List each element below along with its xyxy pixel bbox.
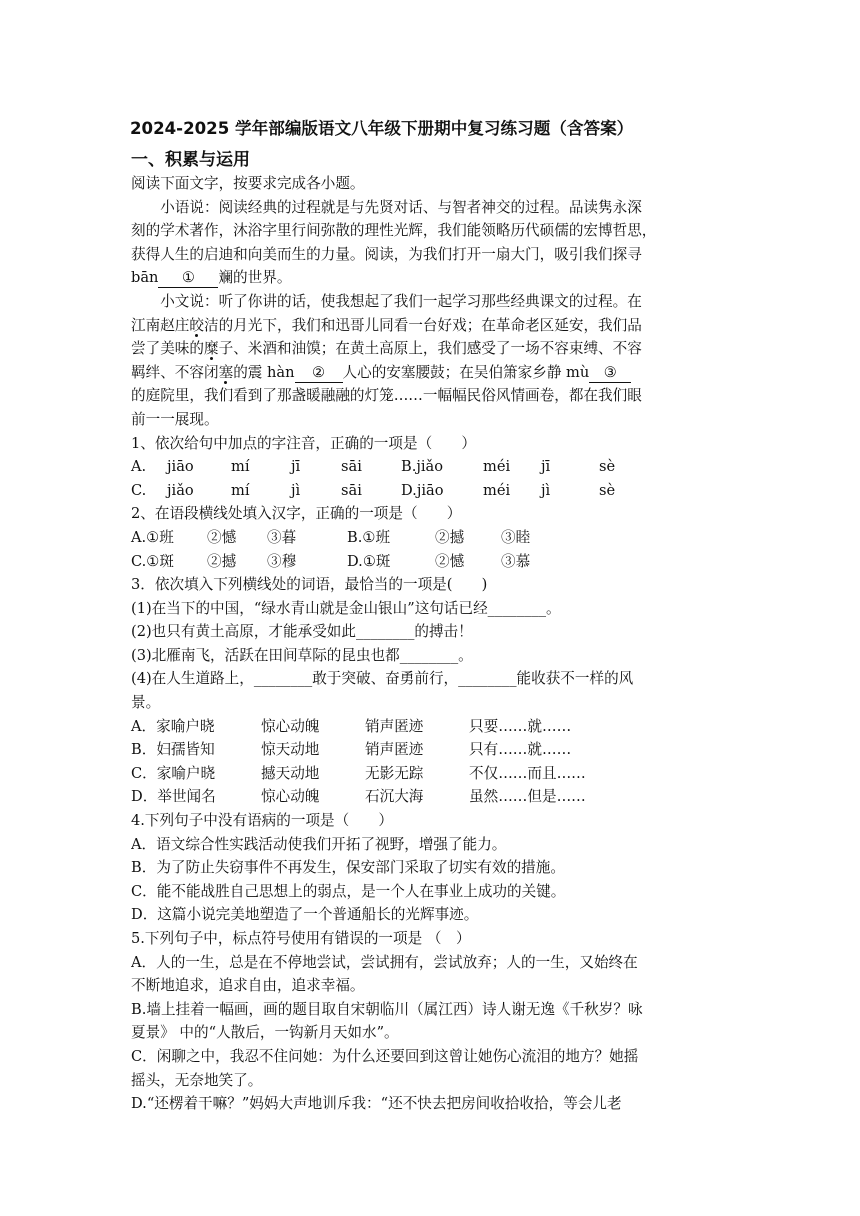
passage-line (131, 337, 731, 361)
question-sentence: (4)在人生道路上，________敢于突破、奋勇前行，________能收获不一样的风 (131, 670, 634, 688)
question-5 (131, 927, 731, 1116)
option-cell: A．家喻户晓 (131, 717, 215, 735)
option-cell: 惊心动魄 (261, 717, 320, 735)
passage-line (131, 266, 731, 290)
option-cell: D.①斑 (347, 552, 391, 570)
question-stem: 5.下列句子中，标点符号使用有错误的一项是 （ ） (131, 930, 471, 947)
option-letter: A. (131, 458, 147, 476)
pinyin-cell: D.jiāo (401, 481, 444, 499)
pinyin-cell: jī (541, 458, 551, 476)
section-heading: 一、积累与运用 (131, 150, 250, 170)
option-letter: C. (131, 481, 147, 499)
option-row (131, 762, 731, 786)
option-cell: 不仅……而且…… (469, 764, 586, 782)
pinyin-cell: jì (541, 481, 551, 499)
option-cell: 销声匿迹 (365, 741, 424, 759)
question-sentence: (2)也只有黄土高原，才能承受如此________的搏击！ (131, 623, 473, 641)
question-sentence: (1)在当下的中国，“绿水青山就是金山银山”这句话已经________。 (131, 599, 561, 617)
pinyin-cell: mí (231, 481, 250, 499)
pinyin-cell: jì (291, 481, 301, 499)
option-c: C．能不能战胜自己思想上的弱点，是一个人在事业上成功的关键。 (131, 882, 566, 900)
option-cell: 只有……就…… (469, 741, 572, 759)
option-cell: 惊心动魄 (261, 788, 320, 806)
passage-line (131, 314, 731, 338)
option-b: B．为了防止失窃事件不再发生，保安部门采取了切实有效的措施。 (131, 859, 565, 877)
passage-line: 小文说：听了你讲的话，使我想起了我们一起学习那些经典课文的过程。在 (160, 292, 642, 310)
option-cell: C.①斑 (131, 552, 174, 570)
passage-text: 羁绊、不容闭 (131, 363, 219, 381)
dotted-char: 塞 (218, 363, 234, 381)
option-cell: ③睦 (501, 528, 531, 546)
question-3 (131, 573, 731, 809)
option-row (131, 785, 731, 809)
passage-line (131, 361, 731, 385)
option-cell: ②撼 (207, 552, 237, 570)
document-content (131, 112, 731, 1116)
option-cell: ③暮 (267, 528, 297, 546)
option-d-line: D.“还楞着干嘛？”妈妈大声地训斥我：“还不快去把房间收拾收拾，等会儿老 (131, 1095, 622, 1113)
option-c-line: 摇头，无奈地笑了。 (131, 1071, 263, 1089)
question-stem: 2、在语段横线处填入汉字，正确的一项是（ ） (131, 505, 462, 523)
option-cell: 无影无踪 (365, 764, 424, 782)
question-stem: 1、依次给句中加点的字注音，正确的一项是（ ） (131, 434, 476, 452)
option-b-line: 夏景》 中的“人散后，一钩新月天如水”。 (131, 1024, 399, 1042)
dotted-char: 皎 (189, 316, 204, 334)
pinyin-cell: jiǎo (167, 481, 194, 499)
passage-text: 洁的月光下，我们和迅哥儿同看一台好戏；在革命老区延安，我们品 (204, 316, 642, 334)
passage-text: 子、米酒和油馍；在黄土高原上，我们感受了一场不容束缚、不容 (218, 340, 642, 358)
pinyin-cell: sè (599, 481, 616, 499)
option-c-line: C．闲聊之中，我忍不住问她：为什么还要回到这曾让她伤心流泪的地方？她摇 (131, 1047, 639, 1065)
option-row (131, 550, 731, 574)
question-stem: 4.下列句子中没有语病的一项是（ ） (131, 812, 394, 830)
option-cell: A.①班 (131, 528, 174, 546)
question-1 (131, 432, 731, 503)
option-row (131, 526, 731, 550)
question-sentence: (3)北雁南飞，活跃在田间草际的昆虫也都________。 (131, 646, 473, 664)
passage-line: 刻的学术著作，沐浴字里行间弥散的理性光辉，我们能领略历代硕儒的宏博哲思， (131, 222, 657, 240)
option-row (131, 715, 731, 739)
option-cell: ③慕 (501, 552, 531, 570)
option-cell: 惊天动地 (261, 741, 320, 759)
fill-blank-3: ③ (589, 364, 631, 383)
question-sentence: 景。 (131, 694, 161, 712)
pinyin-cell: B.jiǎo (401, 458, 444, 476)
option-cell: 石沉大海 (365, 788, 424, 806)
passage-text: 斓的世界。 (218, 269, 292, 287)
pinyin-cell: sè (599, 458, 616, 476)
option-a-line: 不断地追求，追求自由，追求幸福。 (131, 977, 365, 995)
option-cell: ②憾 (207, 528, 237, 546)
document-title: 2024-2025 学年部编版语文八年级下册期中复习练习题（含答案） (130, 119, 634, 138)
option-row (131, 738, 731, 762)
passage-line: 获得人生的启迪和向美而生的力量。阅读，为我们打开一扇大门，吸引我们探寻 (131, 245, 642, 263)
fill-blank-2: ② (295, 364, 343, 383)
option-cell: ③穆 (267, 552, 297, 570)
pinyin-text: bān (131, 269, 159, 287)
pinyin-cell: sāi (341, 458, 362, 476)
option-row (131, 479, 731, 503)
fill-blank-1: ① (158, 269, 218, 288)
option-cell: 销声匿迹 (365, 717, 424, 735)
pinyin-cell: sāi (341, 481, 362, 499)
passage-text: 人心的安塞腰鼓；在吴伯箫家乡静 mù (342, 363, 590, 381)
option-a: A．语文综合性实践活动使我们开拓了视野，增强了能力。 (131, 835, 507, 853)
reading-passage (131, 196, 731, 432)
option-cell: ②憾 (435, 552, 465, 570)
dotted-char: 糜 (203, 340, 219, 358)
option-cell: 只要……就…… (469, 717, 572, 735)
pinyin-cell: méi (483, 481, 511, 499)
pinyin-cell: jiāo (167, 458, 194, 476)
passage-line: 前一一展现。 (131, 410, 219, 428)
pinyin-cell: mí (231, 458, 250, 476)
option-cell: ②撼 (435, 528, 465, 546)
passage-line: 的庭院里，我们看到了那盏暖融融的灯笼……一幅幅民俗风情画卷，都在我们眼 (131, 387, 642, 405)
passage-text: 尝了美味的 (131, 340, 204, 358)
pinyin-cell: méi (483, 458, 511, 476)
question-stem: 3．依次填入下列横线处的词语，最恰当的一项是( ) (131, 576, 488, 594)
passage-text: 江南赵庄 (131, 316, 190, 334)
question-2 (131, 502, 731, 573)
passage-text: 的震 hàn (233, 363, 295, 381)
option-cell: C．家喻户晓 (131, 764, 216, 782)
option-d: D．这篇小说完美地塑造了一个普通船长的光辉事迹。 (131, 906, 479, 924)
question-4 (131, 809, 731, 927)
option-cell: 撼天动地 (261, 764, 320, 782)
passage-line: 小语说：阅读经典的过程就是与先贤对话、与智者神交的过程。品读隽永深 (160, 198, 642, 216)
option-cell: B.①班 (347, 528, 391, 546)
option-cell: 虽然……但是…… (469, 788, 586, 806)
option-cell: D．举世闻名 (131, 788, 216, 806)
pinyin-cell: jī (291, 458, 301, 476)
instruction-text: 阅读下面文字，按要求完成各小题。 (131, 175, 365, 192)
option-b-line: B.墙上挂着一幅画，画的题目取自宋朝临川（属江西）诗人谢无逸《千秋岁？咏 (131, 1000, 643, 1018)
option-row (131, 455, 731, 479)
option-cell: B．妇孺皆知 (131, 741, 215, 759)
option-a-line: A．人的一生，总是在不停地尝试，尝试拥有，尝试放弃；人的一生，又始终在 (131, 953, 638, 971)
